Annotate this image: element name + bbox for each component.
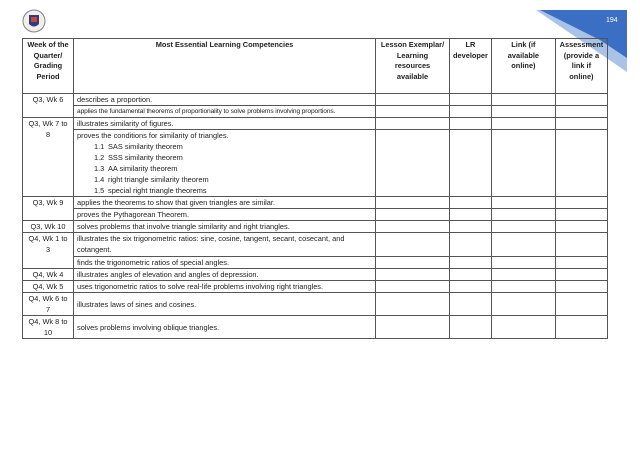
empty-cell [450,257,492,269]
competency-table [22,38,608,339]
week-cell: Q3, Wk 6 [23,94,74,118]
empty-cell [555,197,607,209]
empty-cell [491,94,555,106]
deped-seal-logo [22,8,46,34]
empty-cell [491,130,555,197]
header-week: Week of the Quarter/ Grading Period [23,39,74,94]
empty-cell [450,233,492,257]
competency-cell: illustrates similarity of figures. [74,118,376,130]
page-number: 194 [606,17,618,24]
empty-cell [555,233,607,257]
empty-cell [376,293,450,316]
table-row [23,269,608,281]
competency-cell: illustrates the six trigonometric ratios: sine, cosine, tangent, secant, cosecant, and cotangent. [74,233,376,257]
empty-cell [376,130,450,197]
empty-cell [450,94,492,106]
table-row [23,281,608,293]
empty-cell [555,130,607,197]
table-row [23,293,608,316]
empty-cell [491,293,555,316]
empty-cell [450,293,492,316]
table-row [23,197,608,209]
empty-cell [491,281,555,293]
header-assessment: Assessment (provide a link if online) [555,39,607,94]
header-lesson-exemplar: Lesson Exemplar/ Learning resources available [376,39,450,94]
empty-cell [491,269,555,281]
week-cell: Q4, Wk 8 to 10 [23,316,74,339]
empty-cell [450,221,492,233]
competency-cell: applies the theorems to show that given triangles are similar. [74,197,376,209]
table-row [23,118,608,130]
competency-cell: solves problems involving oblique triangles. [74,316,376,339]
table-row [23,106,608,118]
empty-cell [491,209,555,221]
table-row [23,130,608,197]
competency-cell: applies the fundamental theorems of proportionality to solve problems involving proportions. [74,106,376,118]
empty-cell [555,209,607,221]
table-row [23,94,608,106]
competency-cell [74,130,376,197]
empty-cell [555,106,607,118]
empty-cell [491,106,555,118]
empty-cell [491,118,555,130]
empty-cell [555,118,607,130]
empty-cell [555,281,607,293]
empty-cell [376,106,450,118]
sub-item: 1.4 right triangle similarity theorem [94,175,209,184]
empty-cell [450,316,492,339]
empty-cell [376,94,450,106]
competency-cell: proves the Pythagorean Theorem. [74,209,376,221]
empty-cell [491,257,555,269]
sub-item: 1.1 SAS similarity theorem [94,142,183,151]
empty-cell [376,269,450,281]
table-header-row [23,39,608,94]
empty-cell [555,94,607,106]
header-lr-developer: LR developer [450,39,492,94]
empty-cell [555,257,607,269]
table-row [23,221,608,233]
empty-cell [555,221,607,233]
competency-cell: solves problems that involve triangle similarity and right triangles. [74,221,376,233]
empty-cell [450,209,492,221]
week-cell: Q3, Wk 9 [23,197,74,221]
table-row [23,316,608,339]
competency-cell: uses trigonometric ratios to solve real-life problems involving right triangles. [74,281,376,293]
week-cell: Q4, Wk 1 to 3 [23,233,74,269]
sub-item: 1.2 SSS similarity theorem [94,153,183,162]
empty-cell [450,281,492,293]
competency-text: proves the conditions for similarity of triangles. [77,131,229,140]
empty-cell [555,316,607,339]
empty-cell [376,257,450,269]
week-cell: Q3, Wk 7 to 8 [23,118,74,197]
empty-cell [491,221,555,233]
competency-cell: illustrates laws of sines and cosines. [74,293,376,316]
empty-cell [450,197,492,209]
sub-item: 1.5 special right triangle theorems [94,186,207,195]
week-cell: Q4, Wk 5 [23,281,74,293]
empty-cell [555,269,607,281]
header-link: Link (if available online) [491,39,555,94]
empty-cell [376,221,450,233]
empty-cell [376,233,450,257]
table-row [23,209,608,221]
competency-cell: describes a proportion. [74,94,376,106]
empty-cell [376,209,450,221]
header-competencies: Most Essential Learning Competencies [74,39,376,94]
empty-cell [376,281,450,293]
empty-cell [450,130,492,197]
week-cell: Q4, Wk 4 [23,269,74,281]
empty-cell [491,233,555,257]
empty-cell [450,118,492,130]
empty-cell [376,197,450,209]
empty-cell [376,118,450,130]
empty-cell [491,316,555,339]
empty-cell [376,316,450,339]
table-row [23,233,608,257]
week-cell: Q4, Wk 6 to 7 [23,293,74,316]
sub-item: 1.3 AA similarity theorem [94,164,178,173]
empty-cell [450,269,492,281]
empty-cell [491,197,555,209]
table-row [23,257,608,269]
empty-cell [555,293,607,316]
empty-cell [450,106,492,118]
competency-cell: finds the trigonometric ratios of special angles. [74,257,376,269]
competency-cell: illustrates angles of elevation and angles of depression. [74,269,376,281]
week-cell: Q3, Wk 10 [23,221,74,233]
